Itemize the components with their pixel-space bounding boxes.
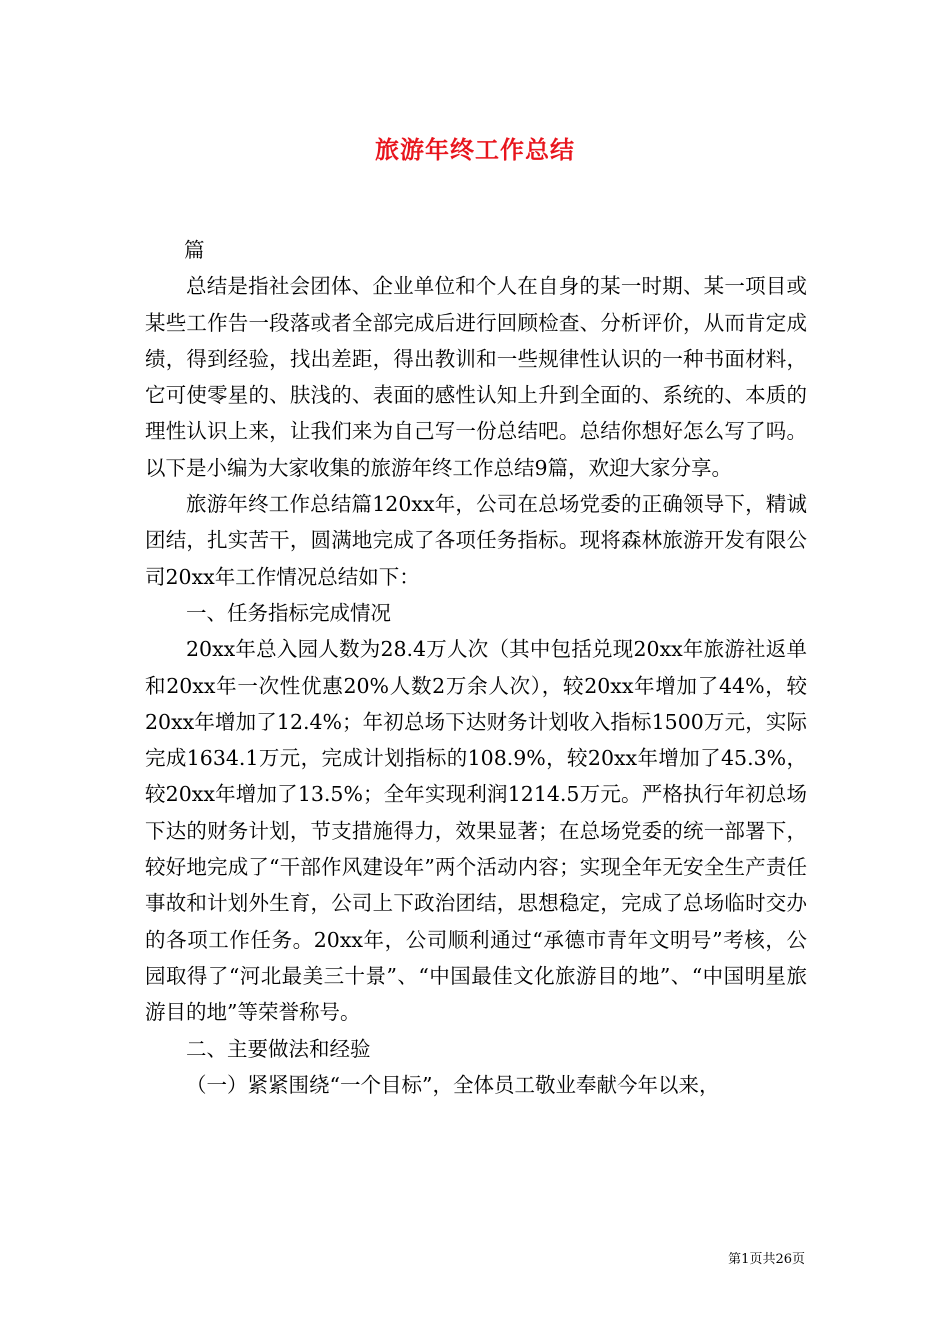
paragraph-section-marker: 篇	[183, 238, 205, 262]
paragraph-intro: 总结是指社会团体、企业单位和个人在自身的某一时期、某一项目或某些工作告一段落或者全部完成后进行回顾检查、分析评价，从而肯定成绩，得到经验，找出差距，得出教训和一些规律性认识的一种书面材料，它可使零星的、肤浅的、表面的感性认知上升到全面的、系统的、本质的理性认识上来，让我们来为自己写一份总结吧。总结你想好怎么写了吗。以下是小编为大家收集的旅游年终工作总结9篇，欢迎大家分享。	[145, 274, 807, 480]
paragraph-subsection-one: （一）紧紧围绕“一个目标”，全体员工敬业奉献今年以来，	[186, 1072, 720, 1097]
document-body	[145, 232, 807, 1103]
document-title: 旅游年终工作总结	[375, 135, 575, 164]
heading-section-one: 一、任务指标完成情况	[186, 600, 391, 625]
heading-section-two: 二、主要做法和经验	[186, 1036, 371, 1061]
page-number-text: 第1页共26页	[728, 1252, 805, 1267]
paragraph-indicators: 20xx年总入园人数为28.4万人次（其中包括兑现20xx年旅游社返单和20xx年一次性优惠20%人数2万余人次），较20xx年增加了44%，较20xx年增加了12.4%；年初总场下达财务计划收入指标1500万元，实际完成1634.1万元，完成计划指标的108.9%，较20xx年增加了45.3%，较20xx年增加了13.5%；全年实现利润1214.5万元。严格执行年初总场下达的财务计划，节支措施得力，效果显著；在总场党委的统一部署下，较好地完成了“干部作风建设年”两个活动内容；实现全年无安全生产责任事故和计划外生育，公司上下政治团结，思想稳定，完成了总场临时交办的各项工作任务。20xx年，公司顺利通过“承德市青年文明号”考核，公园取得了“河北最美三十景”、“中国最佳文化旅游目的地”、“中国明星旅游目的地”等荣誉称号。	[145, 637, 807, 1025]
paragraph-overview: 旅游年终工作总结篇120xx年，公司在总场党委的正确领导下，精诚团结，扎实苦干，圆满地完成了各项任务指标。现将森林旅游开发有限公司20xx年工作情况总结如下：	[145, 492, 807, 589]
page-footer	[728, 1248, 805, 1267]
